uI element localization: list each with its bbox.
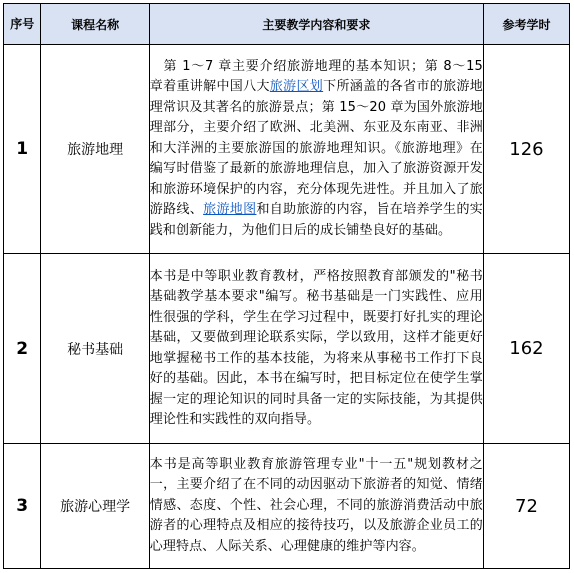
row-content: 本书是高等职业教育旅游管理专业"十一五"规划教材之一，主要介绍了在不同的动因驱动下旅游者的知觉、情绪情感、态度、个性、社会心理，不同的旅游消费活动中旅游者的心理特点及相应的接待技巧，以及旅游企业员工的心理特点、人际关系、心理健康的维护等内容。: [149, 444, 483, 569]
row-course-name: 秘书基础: [41, 254, 149, 444]
curriculum-table: [3, 3, 570, 569]
content-text: 下所涵盖的各省市的旅游地理常识及其著名的旅游景点；第 15～20 章为国外旅游地理部分，主要介绍了欧洲、北美洲、东亚及东南亚、非洲和大洋洲的主要旅游国的旅游地理知识。《旅游地理》在编写时借鉴了最新的旅游地理信息，加入了旅游资源开发和旅游环境保护的内容，充分体现先进性。并且加入了旅游路线、: [149, 79, 483, 218]
content-text: 和自助旅游的内容，旨在培养学生的实践和创新能力，为他们日后的成长铺垫良好的基础。: [149, 202, 483, 238]
header-seq: 序号: [4, 4, 41, 45]
link-tourism-map[interactable]: 旅游地图: [203, 202, 257, 218]
row-hours: 162: [483, 254, 569, 444]
header-hours: 参考学时: [483, 4, 569, 45]
header-content: 主要教学内容和要求: [149, 4, 483, 45]
row-hours: 126: [483, 45, 569, 254]
content-text: 第 1～7 章主要介绍旅游地理的基本知识；第 8～15 章着重讲解中国八大: [149, 58, 483, 95]
table-row: [4, 254, 570, 444]
row-seq: 1: [4, 45, 41, 254]
row-seq: 2: [4, 254, 41, 444]
table-row: [4, 444, 570, 569]
row-course-name: 旅游心理学: [41, 444, 149, 569]
row-hours: 72: [483, 444, 569, 569]
link-tourism-regions[interactable]: 旅游区划: [269, 79, 324, 95]
row-seq: 3: [4, 444, 41, 569]
row-course-name: 旅游地理: [41, 45, 149, 254]
header-course-name: 课程名称: [41, 4, 149, 45]
row-content: 本书是中等职业教育教材，严格按照教育部颁发的"秘书基础教学基本要求"编写。秘书基础是一门实践性、应用性很强的学科，学生在学习过程中，既要打好扎实的理论基础，又要做到理论联系实际，学以致用，这样才能更好地掌握秘书工作的基本技能，为将来从事秘书工作打下良好的基础。因此，本书在编写时，把目标定位在使学生掌握一定的理论知识的同时具备一定的实际技能，为其提供理论性和实践性的双向指导。: [149, 254, 483, 444]
row-content: [149, 45, 483, 254]
header-row: [4, 4, 570, 45]
table-row: [4, 45, 570, 254]
